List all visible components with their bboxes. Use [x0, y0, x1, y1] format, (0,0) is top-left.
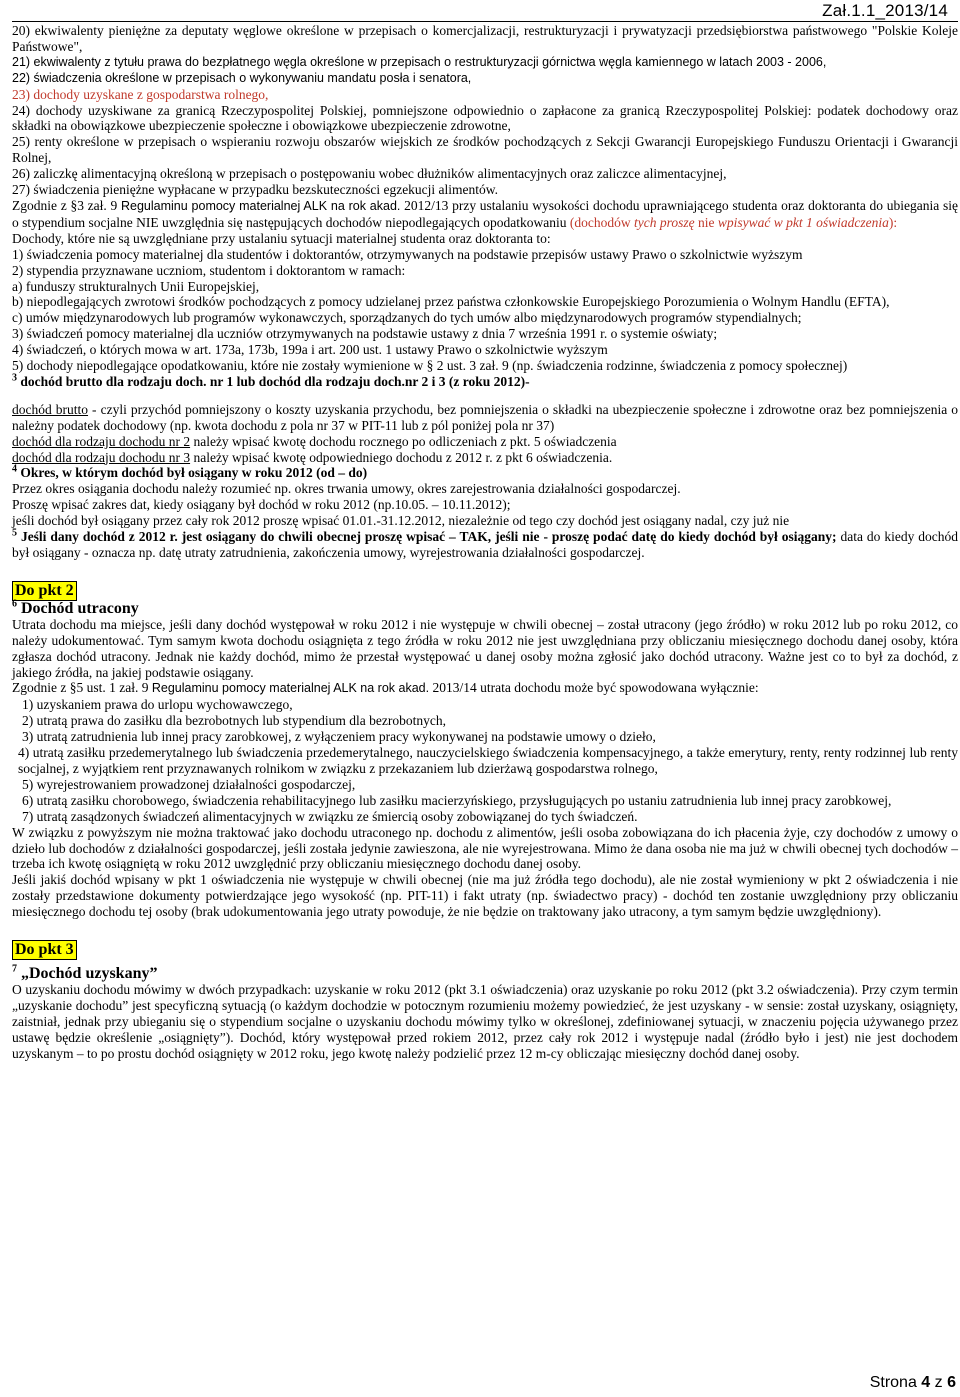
footnote-title: Okres, w którym dochód był osiągany w roku 2012 (od – do): [17, 465, 368, 481]
list-item-27: 27) świadczenia pieniężne wypłacane w przypadku bezskuteczności egzekucji alimentów.: [12, 182, 499, 198]
list-item-26: 26) zaliczkę alimentacyjną określoną w przepisach o postępowaniu wobec dłużników alimentacyjnych oraz zaliczce alimentacyjnej,: [12, 166, 727, 182]
spacer: [12, 920, 958, 940]
spacer: [12, 561, 958, 581]
dochody-item-5: 5) dochody niepodlegające opodatkowaniu, które nie zostały wymienione w § 2 ust. 3 zał. 9 (np. świadczenia rodzinne, świadczenia z pomocy społecznej): [12, 358, 848, 374]
regulation-name: Regulaminu pomocy materialnej ALK na rok akad.: [121, 198, 401, 213]
footnote-title: dochód brutto dla rodzaju doch. nr 1 lub dochód dla rodzaju doch.nr 2 i 3 (z roku 2012)-: [17, 373, 530, 389]
term-dochod-nr3: dochód dla rodzaju dochodu nr 3: [12, 449, 191, 465]
section-pkt3-label-row: [12, 940, 958, 960]
section-label-pkt3: Do pkt 3: [12, 940, 77, 960]
section-pkt3-heading: [12, 963, 958, 983]
footnote-5-text: data do kiedy dochód był osiągany - oznacza np. datę utraty zatrudnienia, zakończenia umowy, wyrejestrowania działalności gospodarczej.: [12, 529, 958, 560]
text-run: Zgodnie z §5 ust. 1 zał. 9: [12, 680, 152, 696]
pkt2-paragraph: Jeśli jakiś dochód wpisany w pkt 1 oświadczenia nie występuje w chwili obecnej (nie ma już źródła tego dochodu), ale nie został wymieniony w pkt 2 oświadczenia i nie zostały przedstawione dokumenty potwierdzające jego wysokość (np. PIT-11) i fakt utraty (np. świadectwo pracy) - dochód ten zostanie uwzględniony przy obliczaniu miesięcznego dochodu tej osoby (brak udokumentowania jego utraty powoduje, że nie będzie on traktowany jako utracony, a tym samym będzie uwzględniony).: [12, 872, 958, 920]
footnote-4-line: Proszę wpisać zakres dat, kiedy osiągany był dochód w roku 2012 (np.10.05. – 10.11.2012);: [12, 497, 511, 513]
red-note-italic: tych proszę: [633, 214, 695, 230]
page-number: [870, 1374, 956, 1392]
pkt2-zgodnie: [12, 680, 958, 697]
dochody-item-3: 3) świadczeń pomocy materialnej dla uczniów otrzymywanych na podstawie ustawy z dnia 7 września 1991 r. o systemie oświaty;: [12, 326, 718, 342]
page-current: 4: [921, 1374, 931, 1391]
red-note: ):: [888, 214, 898, 230]
header-rule: [12, 21, 958, 22]
text-run: 2012/13 przy ustalaniu wysokości dochodu uprawniającego studenta oraz doktoranta do ubiegania się o stypendium socjalne NIE uwzględnia się następujących dochodów niepodlegających opodatkowaniu: [12, 197, 958, 230]
paragraph-zgodnie-3: [12, 198, 958, 231]
utrata-item-6: 6) utratą zasiłku chorobowego, świadczenia rehabilitacyjnego lub zasiłku macierzyńskiego, przysługujących po ustaniu zatrudnienia lub innej pracy zarobkowej,: [22, 792, 892, 808]
section-pkt2-heading: [12, 598, 958, 617]
text-run: Zgodnie z §3 zał. 9: [12, 197, 121, 213]
pkt3-body: O uzyskaniu dochodu mówimy w dwóch przypadkach: uzyskanie w roku 2012 (pkt 3.1 oświadczenia) oraz uzyskanie po roku 2012 (pkt 3.2 oświadczenia). Przy czym termin „uzyskanie dochodu” jest specyficzną sytuacją (o każdym dochodzie w potocznym rozumieniu możemy powiedzieć, że jest uzyskany - w sensie: został uzyskany, osiągnięty, zaistniał, jednak przy ubieganiu się o stypendium socjalne o uzyskaniu dochodu mówimy tylko w określonej, zdefiniowanej sytuacji, w znaczeniu pojęcia używanego przez ustawę będzie określenie „osiągnięty”). Dochód, który występował przed rokiem 2012, przez cały rok 2012 i występuje nadal (źródło było i jest) nie jest dochodem uzyskanym – to po prostu dochód osiągnięty w 2012 roku, jego kwotę należy podzielić przez 12 m-cy obliczając miesięczny dochód danej osoby.: [12, 981, 958, 1061]
section-title: Dochód utracony: [17, 599, 139, 617]
footnote-4-line: jeśli dochód był osiągany przez cały rok 2012 proszę wpisać 01.01.-31.12.2012, niezależnie od tego czy dochód jest osiągany nadal, czy już nie: [12, 513, 790, 529]
red-note: (dochodów: [569, 214, 634, 230]
footnote-5-bold: Jeśli dany dochód z 2012 r. jest osiągany do chwili obecnej proszę wpisać – TAK, jeśli nie - proszę podać datę do kiedy dochód był osiągany;: [17, 529, 837, 545]
spacer: [12, 390, 958, 402]
utrata-item-7: 7) utratą zasądzonych świadczeń alimentacyjnych w związku ze śmiercią osoby zobowiązanej do tych świadczeń.: [22, 808, 638, 824]
footnote-number: 3: [12, 372, 17, 384]
list-item-23: 23) dochody uzyskane z gospodarstwa rolnego,: [12, 86, 269, 102]
utrata-item-1: 1) uzyskaniem prawa do urlopu wychowawczego,: [22, 697, 293, 713]
utrata-item-5: 5) wyrejestrowaniem prowadzonej działalności gospodarczej,: [22, 776, 356, 792]
term-dochod-brutto: dochód brutto: [12, 401, 89, 417]
dochody-item-2: 2) stypendia przyznawane uczniom, studentom i doktorantom w ramach:: [12, 262, 406, 278]
pkt2-paragraph: W związku z powyższym nie można traktować jako dochodu utraconego np. dochodu z alimentów, jeśli osoba zobowiązana do ich płacenia żyje, czy dochodów z umowy o dzieło lub dochodów z działalności gospodarczej, jeśli została jedynie zawieszona, ale nie wyrejestrowana. Mimo że dana osoba nie ma już w chwili obecnej tych dochodów – trzeba ich kwotę osiągniętą w roku 2012 uwzględnić przy obliczaniu miesięcznego dochodu danej osoby.: [12, 824, 958, 872]
section-label-pkt2: Do pkt 2: [12, 581, 77, 601]
utrata-item-4: 4) utratą zasiłku przedemerytalnego lub świadczenia przedemerytalnego, nauczycielskiego świadczenia kompensacyjnego, a także emerytury, renty, renty rodzinnej lub renty socjalnej, z wyjątkiem rent przyznawanych rolnikom w związku z przekazaniem lub dzierżawą gospodarstwa rolnego,: [18, 745, 958, 776]
dochody-intro: Dochody, które nie są uwzględniane przy ustalaniu sytuacji materialnej studenta oraz doktoranta to:: [12, 230, 551, 246]
footnote-number: 5: [12, 527, 17, 539]
list-item-21: 21) ekwiwalenty z tytułu prawa do bezpłatnego węgla określone w przepisach o restrukturyzacji górnictwa węgla kamiennego w latach 2003 - 2006,: [12, 54, 827, 69]
dochody-item-2b: b) niepodlegających zwrotowi środków pochodzących z pomocy udzielanej przez państwa członkowskie Europejskiego Porozumienia o Wolnym Handlu (EFTA),: [12, 294, 890, 310]
document-reference: Zał.1.1_2013/14: [822, 1, 948, 20]
dochody-item-4: 4) świadczeń, o których mowa w art. 173a, 173b, 199a i art. 200 ust. 1 ustawy Prawo o szkolnictwie wyższym: [12, 342, 608, 358]
definition-nr2: [12, 434, 958, 450]
definition-nr3: [12, 450, 958, 466]
list-item-20: 20) ekwiwalenty pieniężne za deputaty węglowe określone w przepisach o komercjalizacji, restrukturyzacji i prywatyzacji przedsiębiorstwa państwowego "Polskie Koleje Państwowe",: [12, 23, 958, 54]
utrata-item-2: 2) utratą prawa do zasiłku dla bezrobotnych lub stypendium dla bezrobotnych,: [22, 713, 446, 729]
document-body: [12, 23, 958, 1061]
definition-text: należy wpisać kwotę dochodu rocznego po odliczeniach z pkt. 5 oświadczenia: [190, 433, 617, 449]
page-prefix: Strona: [869, 1374, 922, 1391]
section-title: „Dochód uzyskany”: [17, 965, 158, 983]
footnote-4-line: Przez okres osiągania dochodu należy rozumieć np. okres trwania umowy, okres zarejestrowania działalności gospodarczej.: [12, 481, 681, 497]
footnote-number: 4: [12, 463, 17, 475]
section-pkt2-label-row: [12, 581, 958, 601]
pkt2-body: Utrata dochodu ma miejsce, jeśli dany dochód występował w roku 2012 i nie występuje w chwili obecnej – został utracony (jego źródło) w roku 2012 lub po roku 2012, co należy udokumentować. Tym samym kwota dochodu osiągnięta z tego źródła w roku 2012 nie jest uwzględniana przy obliczaniu miesięcznego dochodu danej osoby, która zgłasza dochód utracony. Jednak nie każdy dochód, mimo że przestał występować u danej osoby można zgłosić jako dochód utracony. Ważne jest co to był za dochód, z jakiego źródła, na jakiej podstawie osiągany.: [12, 616, 958, 680]
footnote-3-heading: [12, 374, 958, 390]
footnote-5: [12, 529, 958, 561]
footnote-number: 6: [12, 598, 17, 610]
page-mid: z: [930, 1374, 948, 1391]
list-item-22: 22) świadczenia określone w przepisach o wykonywaniu mandatu posła i senatora,: [12, 70, 472, 85]
utrata-item-3: 3) utratą zatrudnienia lub innej pracy zarobkowej, z wyłączeniem pracy wykonywanej na podstawie umowy o dzieło,: [22, 729, 656, 745]
dochody-item-2c: c) umów międzynarodowych lub programów wykonawczych, sporządzanych do tych umów albo międzynarodowych programów stypendialnych;: [12, 310, 802, 326]
footnote-4-heading: [12, 465, 958, 481]
term-dochod-nr2: dochód dla rodzaju dochodu nr 2: [12, 433, 191, 449]
dochody-item-1: 1) świadczenia pomocy materialnej dla studentów i doktorantów, otrzymywanych na podstawie przepisów ustawy Prawo o szkolnictwie wyższym: [12, 246, 803, 262]
dochody-item-2a: a) funduszy strukturalnych Unii Europejskiej,: [12, 278, 260, 294]
list-item-24: 24) dochody uzyskiwane za granicą Rzeczypospolitej Polskiej, pomniejszone odpowiednio o zapłacone za granicą Rzeczypospolitej Polskiej: podatek dochodowy oraz składki na obowiązkowe ubezpieczenie społeczne i obowiązkowe ubezpieczenie zdrowotne,: [12, 102, 958, 134]
list-item-25: 25) renty określone w przepisach o wspieraniu rozwoju obszarów wiejskich ze środków pochodzących z Sekcji Gwarancji Europejskiego Funduszu Orientacji i Gwarancji Rolnej,: [12, 134, 958, 166]
regulation-name: Regulaminu pomocy materialnej ALK na rok akad.: [151, 681, 430, 696]
page-total: 6: [947, 1374, 956, 1391]
red-note-italic: wpisywać w pkt 1 oświadczenia: [717, 214, 889, 230]
definition-text: należy wpisać kwotę odpowiedniego dochodu z 2012 r. z pkt 6 oświadczenia.: [190, 449, 613, 465]
definition-text: - czyli przychód pomniejszony o koszty uzyskania przychodu, bez pomniejszenia o składki na ubezpieczenie społeczne i zdrowotne oraz bez pomniejszenia o należny podatek dochodowy (np. kwota dochodu z pola nr 37 w PIT-11 lub z pól poniżej pola nr 37): [12, 401, 958, 433]
red-note: nie: [694, 214, 718, 230]
footnote-number: 7: [12, 963, 17, 975]
definition-brutto: [12, 402, 958, 434]
text-run: 2013/14 utrata dochodu może być spowodowana wyłącznie:: [429, 680, 759, 696]
